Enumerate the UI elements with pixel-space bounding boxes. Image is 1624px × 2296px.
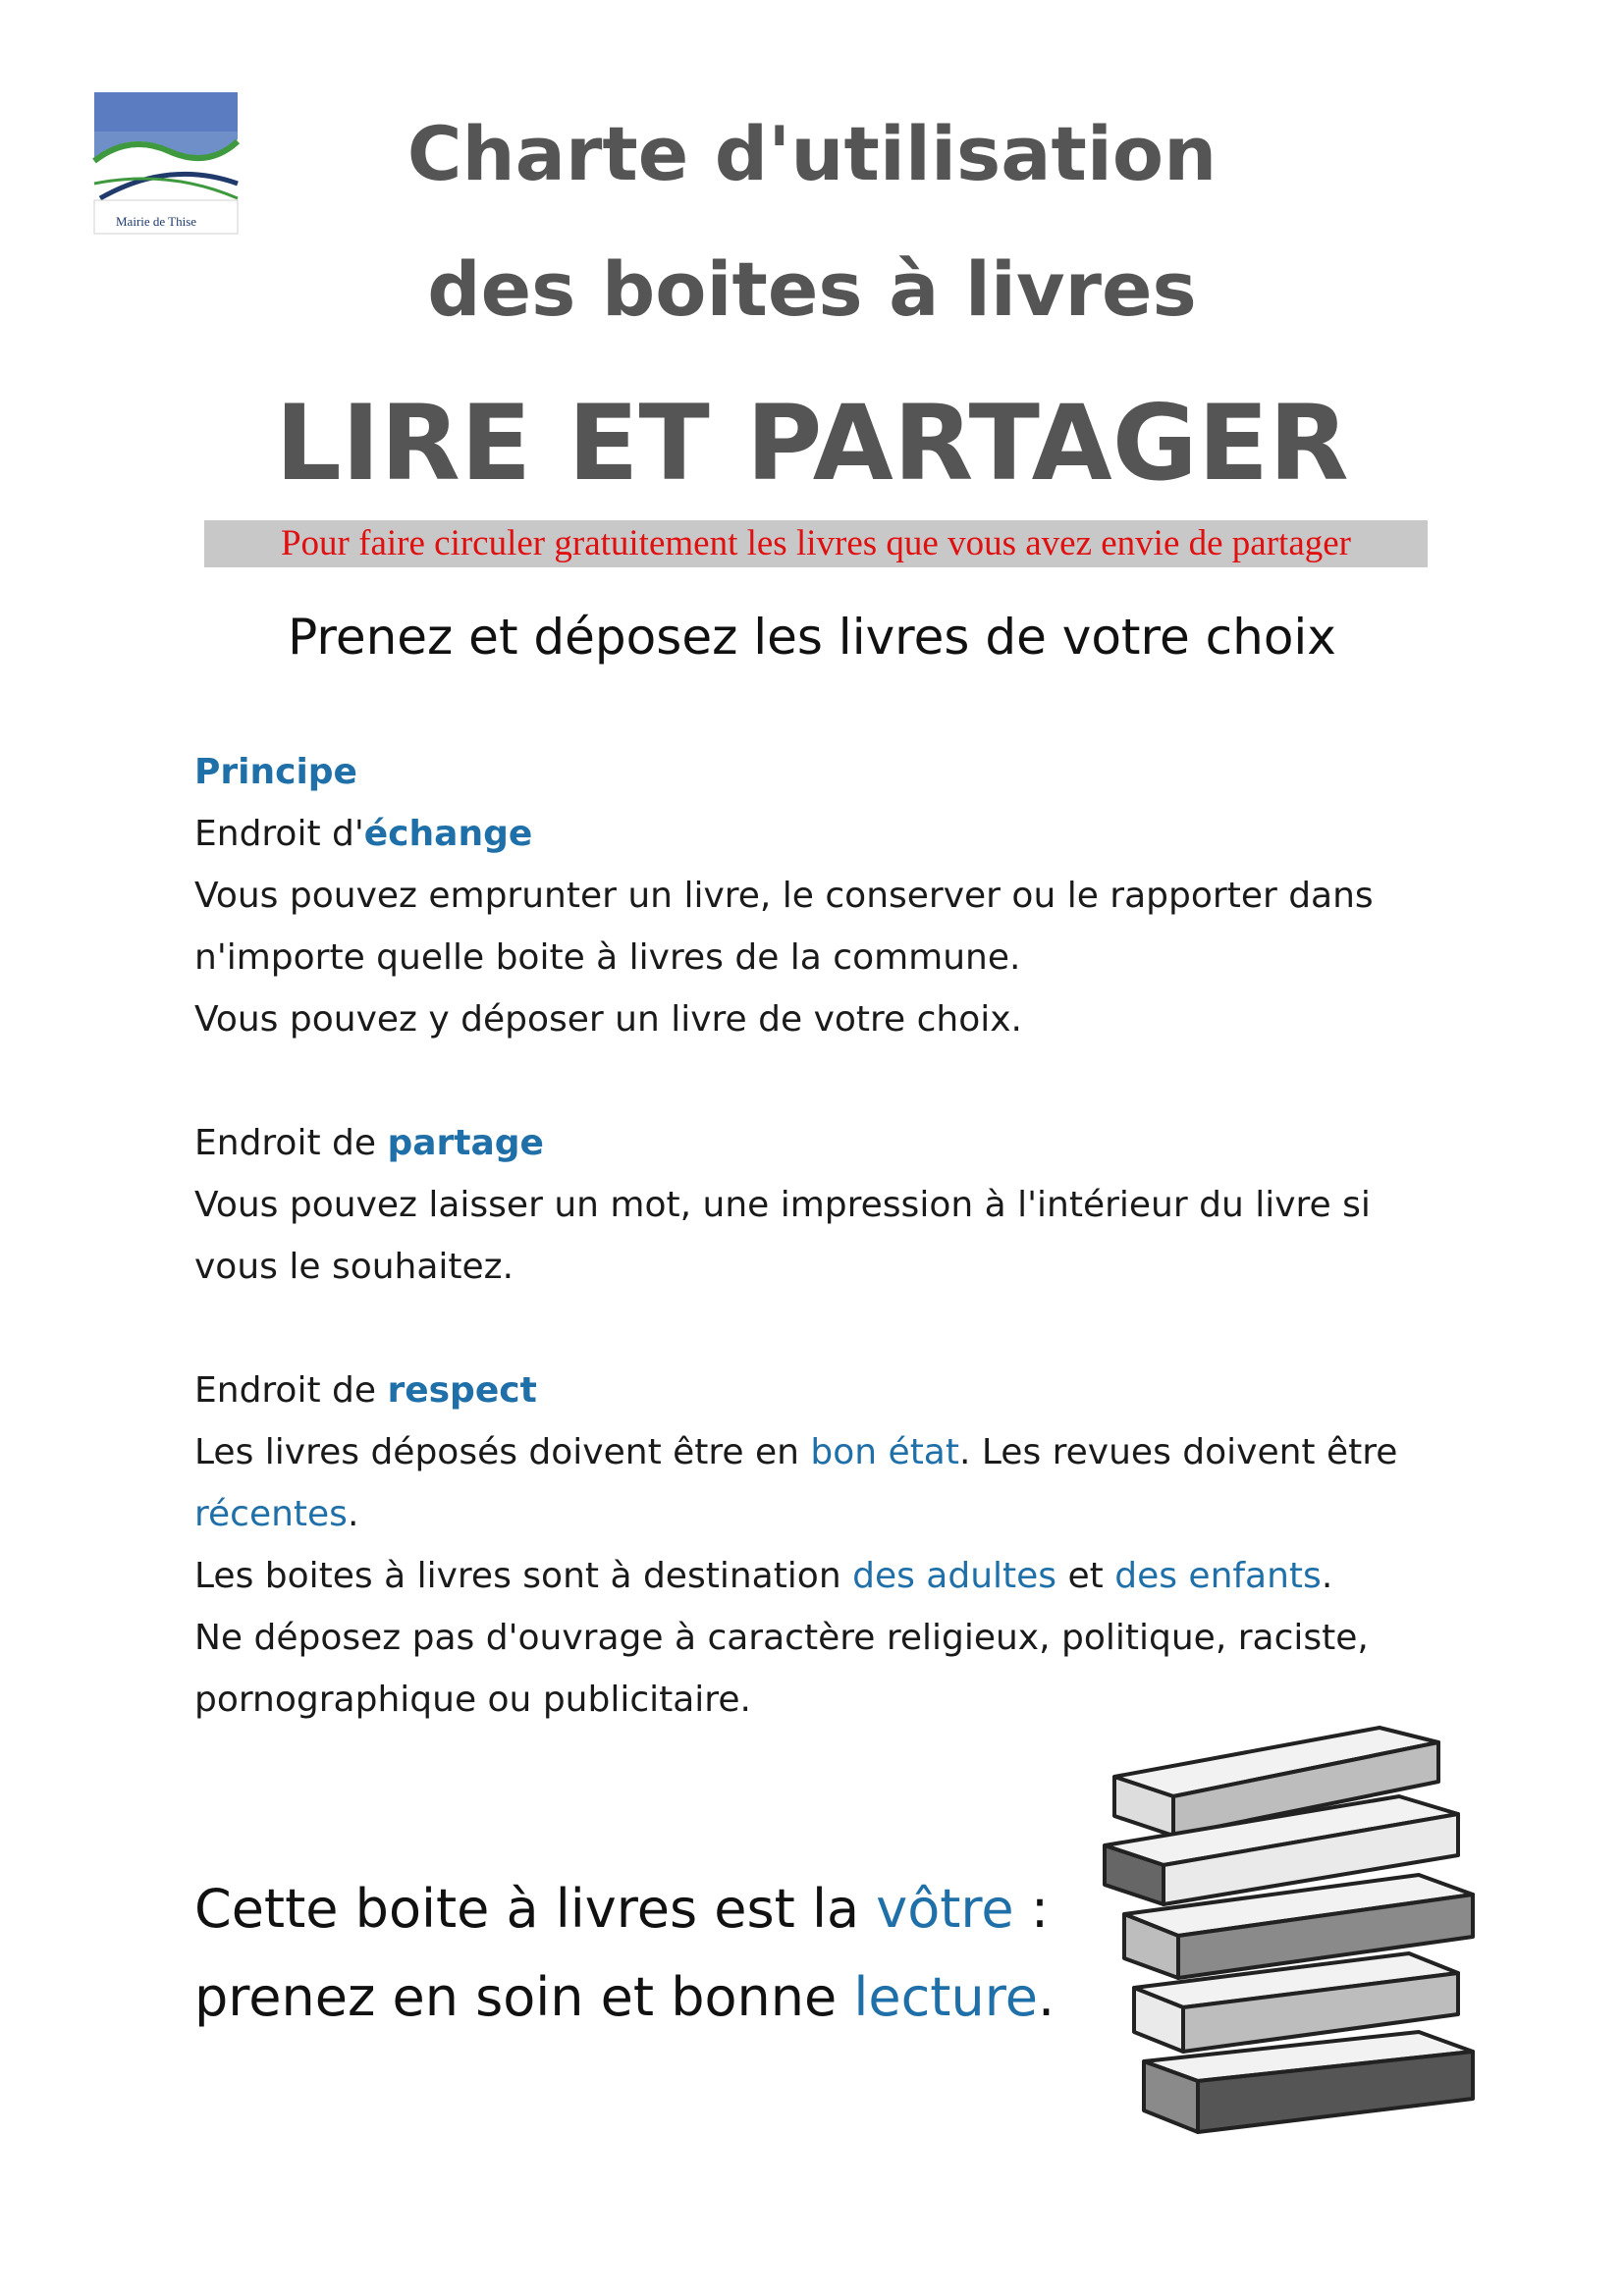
- respect-title: [194, 1360, 1397, 1421]
- closing-lecture: lecture: [853, 1966, 1038, 2028]
- respect-line-3-c: et: [1056, 1556, 1115, 1596]
- closing-block: [194, 1865, 1055, 2042]
- respect-adultes: des adultes: [852, 1556, 1057, 1596]
- echange-line-2: n'importe quelle boite à livres de la commune.: [194, 937, 1021, 978]
- respect-line-3: [194, 1545, 1397, 1607]
- books-stack-illustration: [1085, 1708, 1497, 2169]
- partage-line-2: vous le souhaitez.: [194, 1247, 514, 1287]
- closing-line-2-a: prenez en soin et bonne: [194, 1966, 854, 2028]
- closing-line-1-c: :: [1013, 1878, 1050, 1940]
- closing-line-2-c: .: [1037, 1966, 1056, 2028]
- lead-text: Prenez et déposez les livres de votre choix: [288, 609, 1336, 666]
- respect-line-2-b: .: [347, 1494, 359, 1534]
- respect-bon-etat: bon état: [810, 1432, 959, 1472]
- partage-prefix: Endroit de: [194, 1123, 388, 1163]
- echange-block: [194, 803, 1374, 1050]
- respect-prefix: Endroit de: [194, 1370, 388, 1411]
- title-main: LIRE ET PARTAGER: [275, 383, 1349, 504]
- partage-block: [194, 1112, 1371, 1298]
- subtitle: Pour faire circuler gratuitement les livres que vous avez envie de partager: [280, 523, 1351, 563]
- echange-prefix: Endroit d': [194, 814, 364, 854]
- respect-line-1: [194, 1421, 1397, 1483]
- echange-line-1: Vous pouvez emprunter un livre, le conserver ou le rapporter dans: [194, 876, 1374, 916]
- logo-caption: Mairie de Thise: [116, 214, 197, 229]
- respect-line-5: pornographique ou publicitaire.: [194, 1680, 751, 1720]
- respect-line-1-a: Les livres déposés doivent être en: [194, 1432, 811, 1472]
- respect-recentes: récentes: [194, 1494, 348, 1534]
- respect-enfants: des enfants: [1114, 1556, 1322, 1596]
- partage-word: partage: [387, 1123, 544, 1163]
- partage-title: [194, 1112, 1371, 1174]
- title-line-1: Charte d'utilisation: [406, 110, 1218, 197]
- respect-line-2: [194, 1483, 1397, 1545]
- principe-heading: Principe: [194, 752, 357, 792]
- respect-block: [194, 1360, 1397, 1731]
- partage-line-1: Vous pouvez laisser un mot, une impression à l'intérieur du livre si: [194, 1185, 1371, 1225]
- title-line-2: des boites à livres: [427, 245, 1197, 333]
- respect-line-4: Ne déposez pas d'ouvrage à caractère religieux, politique, raciste,: [194, 1618, 1369, 1658]
- respect-line-3-a: Les boites à livres sont à destination: [194, 1556, 853, 1596]
- respect-word: respect: [387, 1370, 537, 1411]
- closing-line-1: [194, 1865, 1055, 1953]
- section-heading-principe: [194, 741, 357, 803]
- respect-line-1-c: . Les revues doivent être: [958, 1432, 1398, 1472]
- closing-votre: vôtre: [876, 1878, 1014, 1940]
- echange-line-3: Vous pouvez y déposer un livre de votre choix.: [194, 999, 1022, 1040]
- closing-line-2: [194, 1953, 1055, 2042]
- echange-title: [194, 803, 1374, 865]
- echange-word: échange: [363, 814, 533, 854]
- closing-line-1-a: Cette boite à livres est la: [194, 1878, 877, 1940]
- respect-line-3-e: .: [1321, 1556, 1333, 1596]
